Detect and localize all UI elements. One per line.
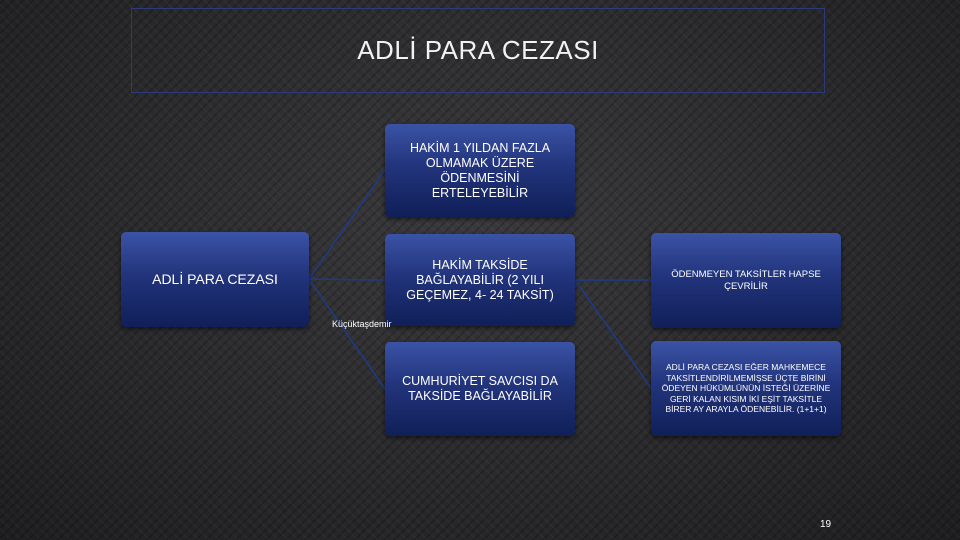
node-judge-installments-label: HAKİM TAKSİDE BAĞLAYABİLİR (2 YILI GEÇEMEZ, 4- 24 TAKSİT) bbox=[406, 257, 554, 302]
connector-root-to-installment bbox=[309, 279, 385, 280]
root-node-label: ADLİ PARA CEZASI bbox=[152, 271, 278, 288]
node-one-third-payment bbox=[651, 341, 841, 436]
node-unpaid-to-prison bbox=[651, 233, 841, 328]
connector-installment-to-thirds bbox=[575, 280, 651, 388]
node-one-third-payment-label: ADLİ PARA CEZASI EĞER MAHKEMECE TAKSİTLENDİRİLMEMİŞSE ÜÇTE BİRİNİ ÖDEYEN HÜKÜMLÜNÜN İSTEĞİ ÜZERİNE GERİ KALAN KISIM İKİ EŞİT TAKSİTLE BİRER AY ARAYLA ÖDENEBİLİR. (1+1+1) bbox=[661, 361, 831, 415]
slide-title: ADLİ PARA CEZASI bbox=[357, 35, 599, 65]
node-postpone-payment bbox=[385, 124, 575, 217]
node-postpone-payment-label: HAKİM 1 YILDAN FAZLA OLMAMAK ÜZERE ÖDENMESİNİ ERTELEYEBİLİR bbox=[409, 140, 551, 200]
node-judge-installments bbox=[385, 234, 575, 326]
connector-root-to-postpone bbox=[309, 170, 385, 279]
node-prosecutor-installments bbox=[385, 342, 575, 436]
root-node-adli-para-cezasi bbox=[121, 232, 309, 327]
node-prosecutor-installments-label: CUMHURİYET SAVCISI DA TAKSİDE BAĞLAYABİLİR bbox=[402, 374, 558, 403]
connector-root-to-prosecutor bbox=[309, 279, 385, 389]
author-note: Küçüktaşdemir bbox=[332, 319, 392, 329]
node-unpaid-to-prison-label: ÖDENMEYEN TAKSİTLER HAPSE ÇEVRİLİR bbox=[671, 269, 821, 292]
page-number: 19 bbox=[820, 519, 832, 530]
